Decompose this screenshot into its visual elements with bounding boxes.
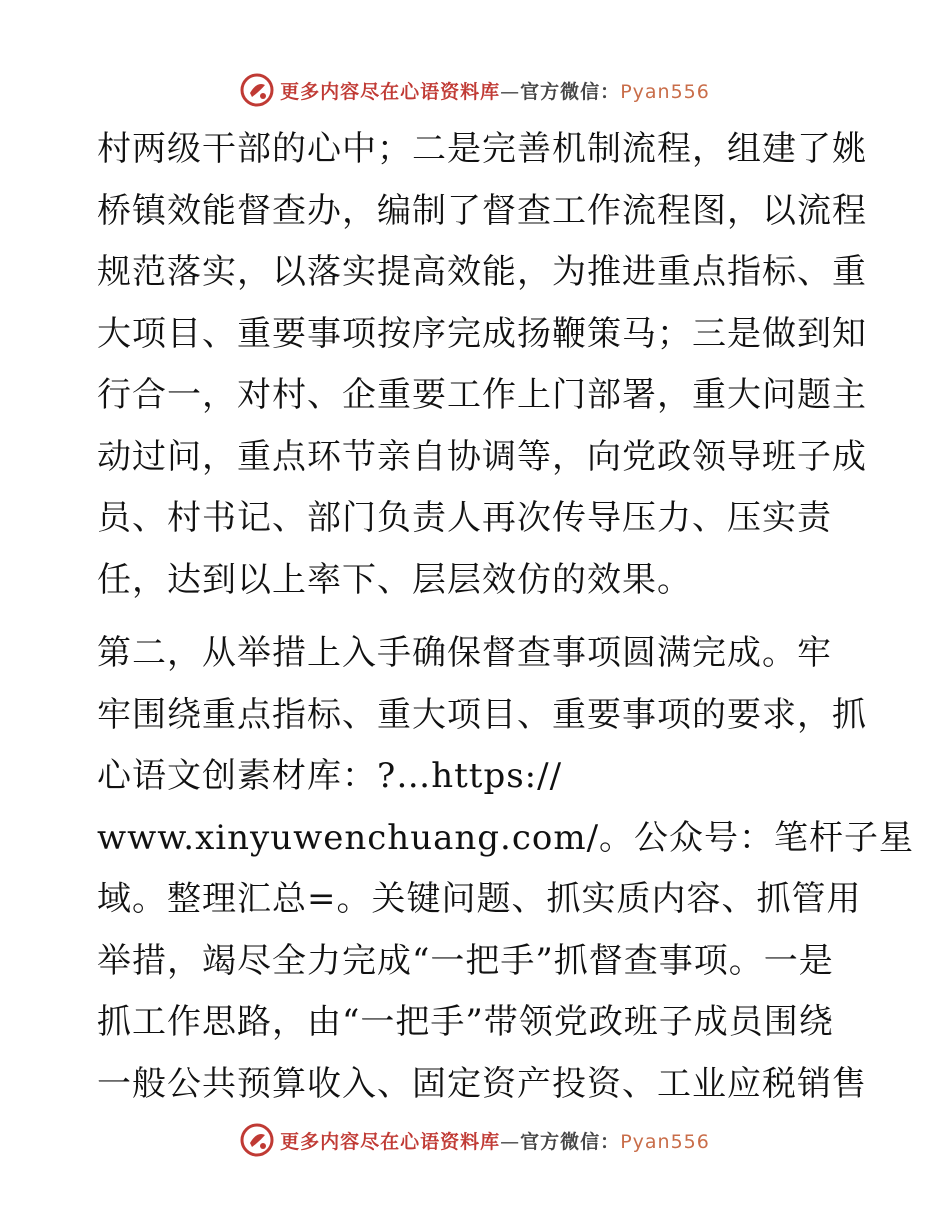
footer-banner: [0, 1120, 950, 1160]
body-line: 举措，竭尽全力完成“一把手”抓督查事项。一是: [97, 940, 834, 981]
body-line: 村两级干部的心中；二是完善机制流程，组建了姚: [97, 129, 867, 169]
header-banner: [0, 70, 950, 110]
body-line: 任，达到以上率下、层层效仿的效果。: [97, 559, 692, 600]
body-line: 抓工作思路，由“一把手”带领党政班子成员围绕: [97, 1002, 834, 1042]
body-line: 第二，从举措上入手确保督查事项圆满完成。牢: [97, 633, 832, 673]
body-line: 桥镇效能督查办，编制了督查工作流程图，以流程: [97, 190, 867, 231]
body-line: 心语文创素材库：?…https://: [97, 756, 563, 796]
body-line: 一般公共预算收入、固定资产投资、工业应税销售: [97, 1063, 867, 1104]
body-line: 行合一，对村、企重要工作上门部署，重大问题主: [97, 375, 867, 415]
banner-text: 更多内容尽在心语资料库—官方微信：Pyan556: [280, 80, 710, 103]
body-line: 员、村书记、部门负责人再次传导压力、压实责: [97, 498, 832, 538]
body-line: 规范落实，以落实提高效能，为推进重点指标、重: [97, 252, 867, 292]
brand-logo-icon: [240, 73, 274, 107]
body-line: 大项目、重要事项按序完成扬鞭策马；三是做到知: [97, 313, 867, 354]
body-line: 域。整理汇总=。关键问题、抓实质内容、抓管用: [97, 879, 862, 919]
brand-logo-icon: [240, 1123, 274, 1157]
body-line: 牢围绕重点指标、重大项目、重要事项的要求，抓: [97, 694, 867, 735]
body-line: www.xinyuwenchuang.com/。公众号：笔杆子星: [97, 817, 915, 858]
banner-text: 更多内容尽在心语资料库—官方微信：Pyan556: [280, 1130, 710, 1153]
document-body: [97, 124, 915, 1120]
body-line: 动过问，重点环节亲自协调等，向党政领导班子成: [97, 436, 867, 477]
